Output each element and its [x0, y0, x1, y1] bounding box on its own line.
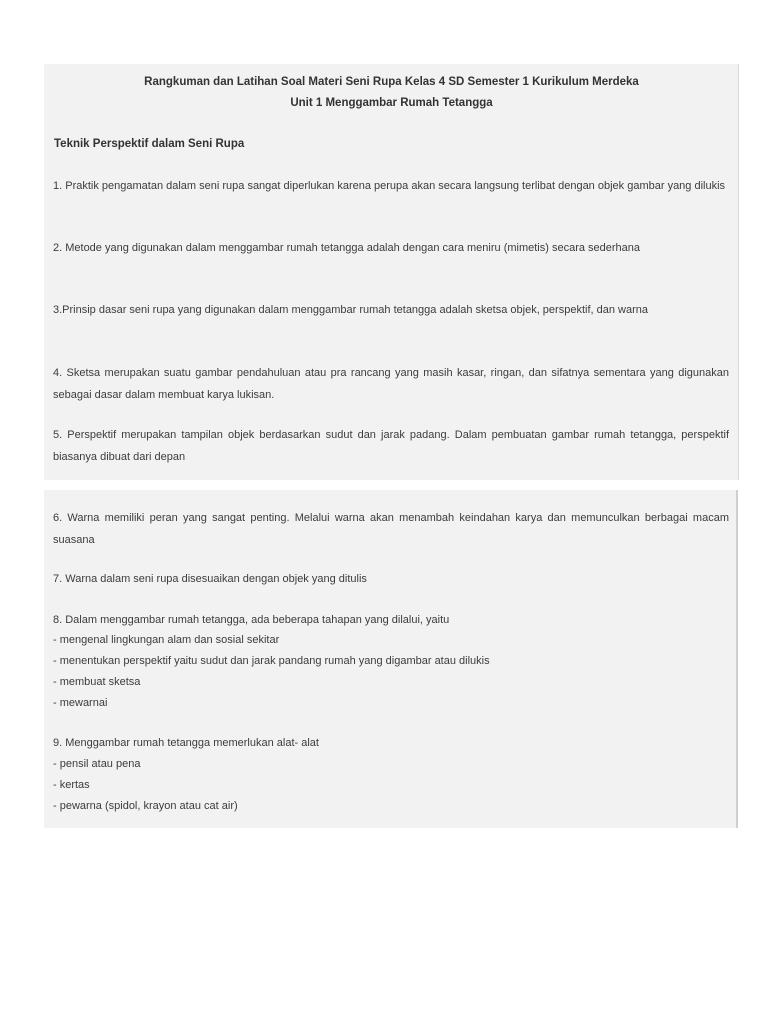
list-item: - menentukan perspektif yaitu sudut dan jarak pandang rumah yang digambar atau dilukis [53, 655, 490, 667]
point-8-intro: 8. Dalam menggambar rumah tetangga, ada beberapa tahapan yang dilalui, yaitu [53, 614, 450, 626]
point-9-intro: 9. Menggambar rumah tetangga memerlukan alat- alat [53, 737, 319, 749]
point-1: 1. Praktik pengamatan dalam seni rupa sangat diperlukan karena perupa akan secara langsung terlibat dengan objek gambar yang dilukis [53, 180, 726, 192]
list-item: - mengenal lingkungan alam dan sosial sekitar [53, 634, 280, 646]
document-subtitle: Unit 1 Menggambar Rumah Tetangga [290, 97, 493, 109]
list-item: - mewarnai [53, 697, 108, 709]
list-item: - pewarna (spidol, krayon atau cat air) [53, 800, 238, 812]
point-4: 4. Sketsa merupakan suatu gambar pendahuluan atau pra rancang yang masih kasar, ringan, dan sifatnya sementara yang digunakan sebagai dasar dalam membuat karya lukisan. [53, 367, 729, 401]
section-title: Teknik Perspektif dalam Seni Rupa [54, 138, 245, 150]
point-2: 2. Metode yang digunakan dalam menggambar rumah tetangga adalah dengan cara meniru (mimetis) secara sederhana [53, 242, 641, 254]
point-5: 5. Perspektif merupakan tampilan objek berdasarkan sudut dan jarak padang. Dalam pembuatan gambar rumah tetangga, perspektif biasanya dibuat dari depan [53, 429, 729, 463]
list-item: - pensil atau pena [53, 758, 141, 770]
list-item: - kertas [53, 779, 90, 791]
document-title: Rangkuman dan Latihan Soal Materi Seni Rupa Kelas 4 SD Semester 1 Kurikulum Merdeka [144, 76, 639, 88]
content-panel-bottom [44, 490, 738, 828]
content-panel-top [44, 64, 739, 480]
list-item: - membuat sketsa [53, 676, 141, 688]
point-3: 3.Prinsip dasar seni rupa yang digunakan dalam menggambar rumah tetangga adalah sketsa objek, perspektif, dan warna [53, 304, 648, 316]
point-7: 7. Warna dalam seni rupa disesuaikan dengan objek yang ditulis [53, 573, 367, 585]
point-6: 6. Warna memiliki peran yang sangat penting. Melalui warna akan menambah keindahan karya dan memunculkan berbagai macam suasana [53, 512, 729, 546]
